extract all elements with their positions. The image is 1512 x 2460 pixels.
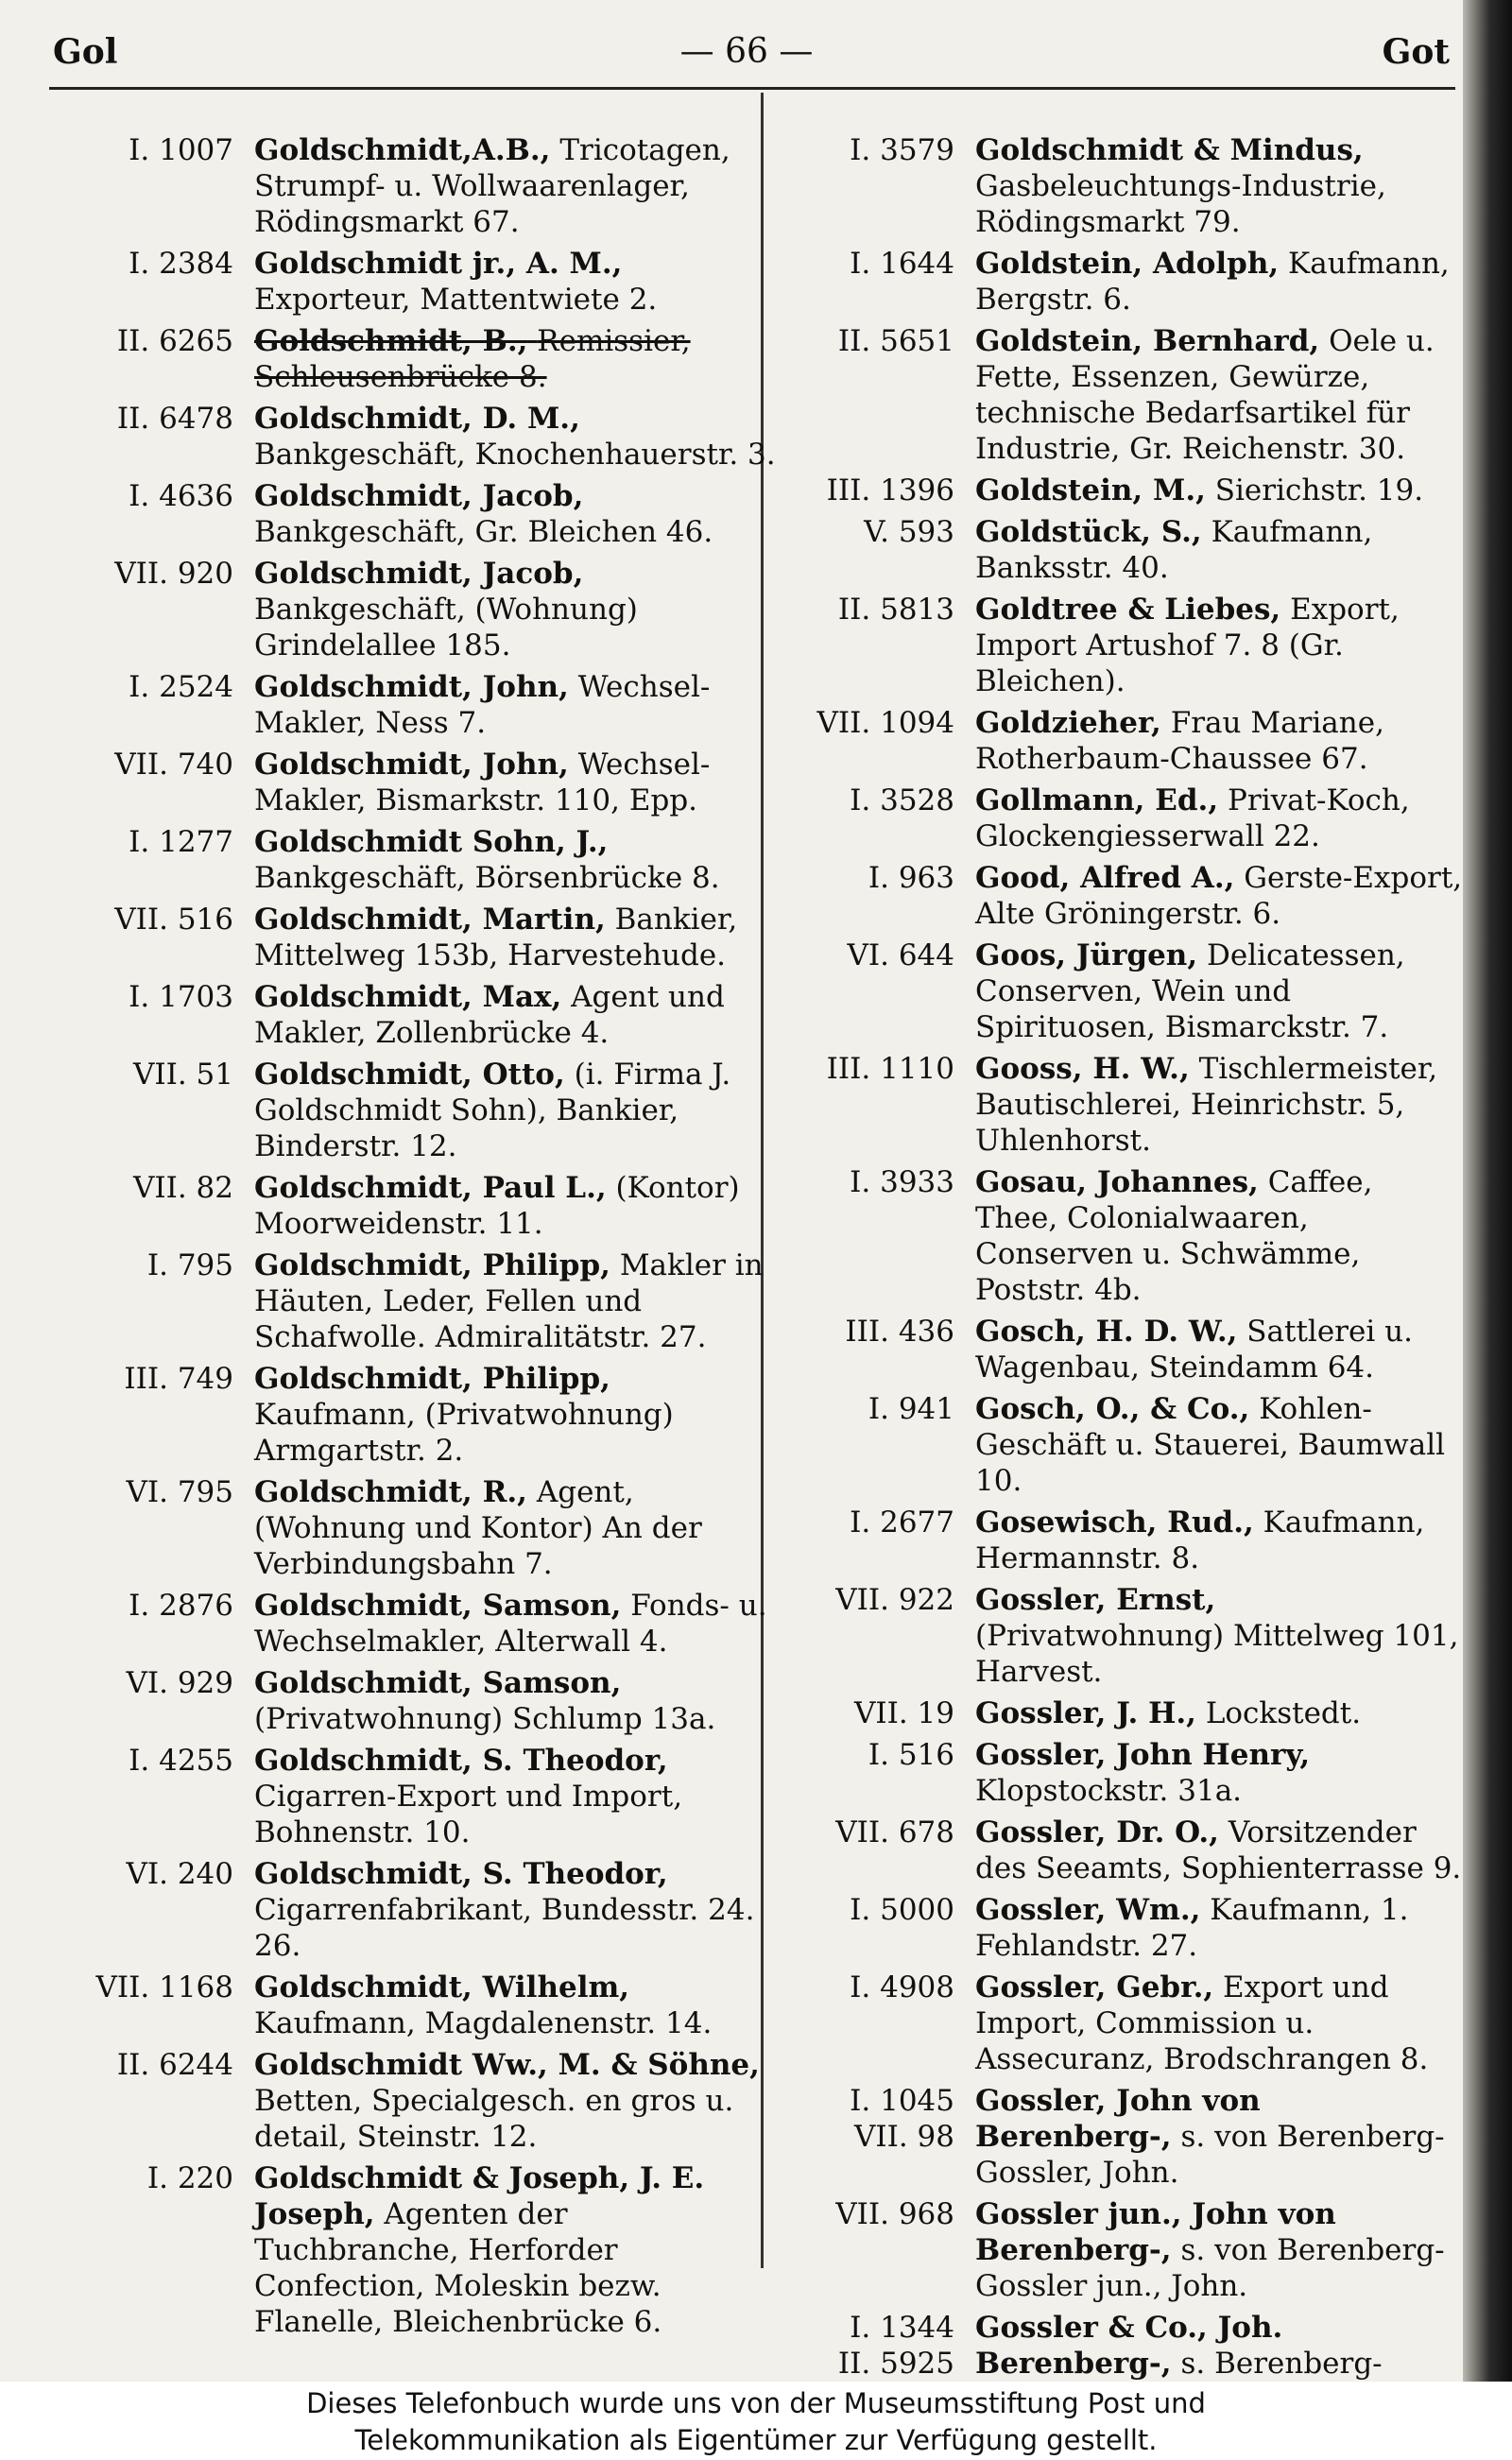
directory-entry [60, 478, 779, 550]
entry-text [254, 1665, 779, 1737]
entry-text [975, 1582, 1463, 1690]
directory-entry [786, 473, 1463, 508]
subscriber-name: Goldschmidt, R., [254, 1475, 527, 1509]
subscriber-details: Wechsel-Makler, Bismarkstr. 110, Epp. [254, 748, 711, 817]
phone-number: I. 1644 [850, 247, 954, 281]
phone-number: I. 795 [146, 1248, 233, 1282]
subscriber-details: Agent, (Wohnung und Kontor) An der Verbindungsbahn 7. [254, 1475, 702, 1581]
directory-entry [60, 2047, 779, 2155]
subscriber-details: Remissier, Schleusenbrücke 8. [254, 324, 691, 394]
subscriber-details: Lockstedt. [1205, 1696, 1362, 1730]
directory-entry [60, 747, 779, 818]
entry-text [254, 979, 779, 1051]
subscriber-details: Cigarrenfabrikant, Bundesstr. 24. 26. [254, 1893, 755, 1963]
phone-number: VII. 51 [132, 1058, 233, 1092]
entry-text [975, 1505, 1463, 1576]
directory-entry [786, 938, 1463, 1045]
subscriber-name: Gosau, Johannes, [975, 1165, 1259, 1199]
entry-text [254, 1743, 779, 1850]
subscriber-details: (Kontor) Moorweidenstr. 11. [254, 1171, 740, 1241]
phone-number: I. 220 [146, 2161, 233, 2195]
subscriber-details: s. von Berenberg-Gossler, John. [975, 2120, 1445, 2190]
phone-number: II. 6478 [116, 402, 233, 436]
subscriber-details: Sierichstr. 19. [1214, 473, 1424, 507]
entry-text [254, 747, 779, 818]
phone-number: I. 963 [868, 861, 954, 895]
header-right-keyword: Got [1382, 32, 1450, 72]
phone-number: I. 941 [868, 1392, 954, 1426]
phone-number: VII. 1094 [816, 706, 954, 740]
entry-text [254, 2047, 779, 2155]
directory-entry [60, 902, 779, 973]
entry-text [975, 938, 1463, 1045]
entry-text [254, 1170, 779, 1242]
subscriber-name: Gossler, Dr. O., [975, 1815, 1219, 1849]
entry-text [975, 1737, 1463, 1809]
entry-text [975, 2196, 1463, 2304]
entry-text [254, 246, 779, 318]
subscriber-name: Goldschmidt, Philipp, [254, 1248, 610, 1282]
phone-number: VII. 968 [835, 2197, 954, 2231]
header-left-keyword: Gol [53, 32, 118, 72]
subscriber-name: Goldschmidt, S. Theodor, [254, 1857, 668, 1891]
phone-number: I. 1277 [129, 825, 233, 859]
phone-number: VI. 644 [847, 938, 954, 972]
phone-number: VI. 240 [126, 1857, 233, 1891]
subscriber-details: Makler in Häuten, Leder, Fellen und Schafwolle. Admiralitätstr. 27. [254, 1248, 764, 1354]
entry-text [254, 1588, 779, 1660]
directory-entry [786, 1505, 1463, 1576]
subscriber-name: Goldschmidt, Jacob, [254, 479, 584, 513]
phone-number: I. 4908 [850, 1970, 954, 2004]
subscriber-details: Kaufmann, Magdalenenstr. 14. [254, 2006, 713, 2040]
phone-number: II. 6244 [116, 2048, 233, 2082]
subscriber-details: Caffee, Thee, Colonialwaaren, Conserven u. Schwämme, Poststr. 4b. [975, 1165, 1373, 1307]
directory-entry [60, 2160, 779, 2340]
subscriber-details: Klopstockstr. 31a. [975, 1774, 1243, 1808]
subscriber-name: Goldschmidt, John, [254, 670, 569, 704]
entry-text [254, 132, 779, 240]
phone-number: VI. 795 [126, 1475, 233, 1509]
subscriber-name: Gossler, John von Berenberg-, [975, 2084, 1261, 2154]
entry-text [975, 592, 1463, 699]
subscriber-name: Goldstein, Adolph, [975, 247, 1280, 281]
subscriber-name: Goldschmidt, Martin, [254, 903, 606, 937]
entry-text [975, 2310, 1463, 2382]
directory-entry [786, 2196, 1463, 2304]
phone-number: I. 3528 [850, 783, 954, 817]
subscriber-name: Goldschmidt Ww., M. & Söhne, [254, 2048, 760, 2082]
footer-line-1: Dieses Telefonbuch wurde uns von der Museumsstiftung Post und [306, 2387, 1206, 2419]
directory-entry [786, 1970, 1463, 2077]
phone-number: I. 2524 [129, 670, 233, 704]
directory-entry [786, 2310, 1463, 2382]
phone-number: VII. 678 [835, 1815, 954, 1849]
subscriber-name: Goldschmidt, D. M., [254, 402, 580, 436]
entry-text [975, 1970, 1463, 2077]
directory-entry [60, 1743, 779, 1850]
entry-text [975, 1892, 1463, 1964]
phone-number: I. 5000 [850, 1893, 954, 1927]
header-rule [49, 87, 1455, 90]
directory-entry [786, 2083, 1463, 2191]
footer-notice [0, 2382, 1512, 2460]
phone-number: VII. 1168 [95, 1970, 233, 2004]
directory-entry [786, 860, 1463, 932]
subscriber-name: Gossler, John Henry, [975, 1738, 1311, 1772]
subscriber-details: Oele u. Fette, Essenzen, Gewürze, technische Bedarfsartikel für Industrie, Gr. Reichenstr. 30. [975, 324, 1435, 466]
directory-entry [60, 669, 779, 741]
subscriber-details: Fonds- u. Wechselmakler, Alterwall 4. [254, 1589, 767, 1659]
footer-line-2: Telekommunikation als Eigentümer zur Verfügung gestellt. [354, 2424, 1158, 2456]
directory-entry [786, 1695, 1463, 1731]
subscriber-details: s. von Berenberg-Gossler jun., John. [975, 2233, 1445, 2303]
subscriber-details: Tricotagen, Strumpf- u. Wollwaarenlager, Rödingsmarkt 67. [254, 133, 730, 239]
entry-text [975, 783, 1463, 854]
subscriber-name: Gossler, Gebr., [975, 1970, 1214, 2004]
phone-number: I. 3579 [850, 133, 954, 167]
entry-text [975, 860, 1463, 932]
subscriber-details: Frau Mariane, Rotherbaum-Chaussee 67. [975, 706, 1384, 776]
entry-text [254, 1361, 779, 1469]
subscriber-name: Gooss, H. W., [975, 1052, 1190, 1086]
subscriber-name: Goldschmidt & Joseph, J. E. Joseph, [254, 2161, 705, 2231]
directory-entry [60, 556, 779, 663]
entry-text [254, 478, 779, 550]
directory-entry [60, 401, 779, 473]
phone-number: VII. 740 [114, 748, 233, 782]
entry-text [254, 2160, 779, 2340]
phone-number: I. 1344 II. 5925 [837, 2311, 954, 2381]
subscriber-name: Goldtree & Liebes, [975, 593, 1281, 627]
phone-number: I. 516 [868, 1738, 954, 1772]
subscriber-details: Bankgeschäft, Gr. Bleichen 46. [254, 515, 713, 549]
subscriber-name: Goldstein, M., [975, 473, 1206, 507]
subscriber-name: Gosch, O., & Co., [975, 1392, 1250, 1426]
directory-entry [786, 1815, 1463, 1886]
phone-number: III. 1396 [826, 473, 954, 507]
directory-entry [786, 783, 1463, 854]
subscriber-details: Bankgeschäft, Börsenbrücke 8. [254, 861, 720, 895]
entry-text [975, 1391, 1463, 1499]
subscriber-details: Privat-Koch, Glockengiesserwall 22. [975, 783, 1410, 853]
entry-text [254, 824, 779, 896]
phone-number: VII. 19 [853, 1696, 954, 1730]
entry-text [254, 1474, 779, 1582]
directory-entry [786, 1582, 1463, 1690]
subscriber-name: Gossler & Co., Joh. Berenberg-, [975, 2311, 1283, 2381]
subscriber-details: Betten, Specialgesch. en gros u. detail, Steinstr. 12. [254, 2084, 734, 2154]
directory-entry [786, 246, 1463, 318]
subscriber-details: Kaufmann, Hermannstr. 8. [975, 1505, 1425, 1575]
directory-entry [60, 1588, 779, 1660]
subscriber-name: Goldschmidt, John, [254, 748, 569, 782]
phone-number: I. 1045 VII. 98 [850, 2084, 954, 2154]
directory-entry [60, 1970, 779, 2041]
directory-entry [60, 1856, 779, 1964]
subscriber-details: Tischlermeister, Bautischlerei, Heinrichstr. 5, Uhlenhorst. [975, 1052, 1438, 1158]
phone-number: III. 749 [124, 1362, 233, 1396]
phone-number: VII. 82 [132, 1171, 233, 1205]
subscriber-name: Goldschmidt, Jacob, [254, 557, 584, 591]
directory-entry [60, 1247, 779, 1355]
directory-entry [786, 1391, 1463, 1499]
subscriber-details: Kaufmann, Bergstr. 6. [975, 247, 1450, 317]
directory-entry [786, 323, 1463, 467]
directory-entry [60, 824, 779, 896]
phone-number: II. 5651 [837, 324, 954, 358]
subscriber-name: Goldzieher, [975, 706, 1161, 740]
directory-entry [786, 514, 1463, 586]
subscriber-name: Goldschmidt, Wilhelm, [254, 1970, 630, 2004]
phone-number: I. 2677 [850, 1505, 954, 1540]
entry-text [975, 1314, 1463, 1385]
phone-number: I. 2876 [129, 1589, 233, 1623]
subscriber-name: Goldschmidt, Philipp, [254, 1362, 610, 1396]
subscriber-name: Goldstück, S., [975, 515, 1202, 549]
phone-number: I. 2384 [129, 247, 233, 281]
subscriber-name: Gossler, Ernst, [975, 1583, 1216, 1617]
directory-entry [60, 1057, 779, 1164]
entry-text [975, 514, 1463, 586]
entry-text [975, 1164, 1463, 1308]
subscriber-details: Kaufmann, Banksstr. 40. [975, 515, 1373, 585]
directory-entry [60, 246, 779, 318]
subscriber-name: Gossler, Wm., [975, 1893, 1201, 1927]
subscriber-name: Goldschmidt, S. Theodor, [254, 1744, 668, 1778]
directory-entry [60, 132, 779, 240]
directory-entry [786, 1164, 1463, 1308]
entry-text [975, 2083, 1463, 2191]
entry-text [975, 246, 1463, 318]
page-edge-shadow [1463, 0, 1512, 2382]
subscriber-name: Goldschmidt, Max, [254, 980, 562, 1014]
subscriber-details: Exporteur, Mattentwiete 2. [254, 283, 658, 317]
directory-entry [786, 1051, 1463, 1159]
subscriber-name: Goldschmidt, Paul L., [254, 1171, 607, 1205]
entry-text [975, 473, 1463, 508]
subscriber-name: Gosch, H. D. W., [975, 1315, 1238, 1349]
entry-text [254, 1856, 779, 1964]
entry-text [975, 1051, 1463, 1159]
subscriber-name: Goldschmidt, Otto, [254, 1058, 565, 1092]
directory-entry [60, 1474, 779, 1582]
subscriber-details: (i. Firma J. Goldschmidt Sohn), Bankier, Binderstr. 12. [254, 1058, 731, 1163]
entry-text [254, 323, 779, 395]
left-column [60, 132, 779, 2346]
subscriber-name: Gossler jun., John von Berenberg-, [975, 2197, 1336, 2267]
subscriber-details: Kaufmann, (Privatwohnung) Armgartstr. 2. [254, 1398, 674, 1468]
subscriber-details: Gasbeleuchtungs-Industrie, Rödingsmarkt 79. [975, 169, 1386, 239]
entry-text [254, 401, 779, 473]
entry-text [975, 132, 1463, 240]
subscriber-name: Goldstein, Bernhard, [975, 324, 1320, 358]
subscriber-details: Export, Import Artushof 7. 8 (Gr. Bleichen). [975, 593, 1400, 698]
subscriber-details: Bankgeschäft, (Wohnung) Grindelallee 185. [254, 593, 638, 662]
subscriber-name: Gosewisch, Rud., [975, 1505, 1254, 1540]
subscriber-details: s. Berenberg- [1180, 2347, 1383, 2381]
directory-entry [60, 1665, 779, 1737]
directory-entry [786, 592, 1463, 699]
directory-entry [60, 1361, 779, 1469]
phone-number: I. 1007 [129, 133, 233, 167]
phone-number: II. 5813 [837, 593, 954, 627]
entry-text [975, 1815, 1463, 1886]
subscriber-details: Agenten der Tuchbranche, Herforder Confection, Moleskin bezw. Flanelle, Bleichenbrücke 6. [254, 2197, 662, 2339]
entry-text [254, 902, 779, 973]
right-column [786, 132, 1463, 2382]
entry-text [254, 1057, 779, 1164]
directory-entry [786, 1892, 1463, 1964]
entry-text [975, 1695, 1463, 1731]
phone-number: VII. 922 [835, 1583, 954, 1617]
directory-entry [786, 705, 1463, 777]
directory-entry [60, 1170, 779, 1242]
subscriber-name: Goldschmidt Sohn, J., [254, 825, 609, 859]
phone-number: II. 6265 [116, 324, 233, 358]
phone-number: III. 436 [845, 1315, 954, 1349]
subscriber-details: Sattlerei u. Wagenbau, Steindamm 64. [975, 1315, 1413, 1385]
phone-number: VII. 920 [114, 557, 233, 591]
subscriber-details: Gerste-Export, Alte Gröningerstr. 6. [975, 861, 1463, 931]
subscriber-details: Bankier, Mittelweg 153b, Harvestehude. [254, 903, 738, 972]
subscriber-name: Goldschmidt, Samson, [254, 1589, 622, 1623]
entry-text [254, 556, 779, 663]
subscriber-details: Wechsel-Makler, Ness 7. [254, 670, 711, 740]
phone-number: V. 593 [864, 515, 954, 549]
phone-number: I. 4636 [129, 479, 233, 513]
directory-entry [786, 1314, 1463, 1385]
subscriber-details: Cigarren-Export und Import, Bohnenstr. 10. [254, 1780, 683, 1849]
subscriber-details: Kaufmann, 1. Fehlandstr. 27. [975, 1893, 1409, 1963]
subscriber-name: Goldschmidt, B., [254, 324, 528, 358]
page-number: — 66 — [679, 32, 814, 71]
phone-number: VI. 929 [126, 1666, 233, 1700]
subscriber-name: Gossler, J. H., [975, 1696, 1196, 1730]
subscriber-name: Goldschmidt jr., A. M., [254, 247, 623, 281]
subscriber-details: Export und Import, Commission u. Assecuranz, Brodschrangen 8. [975, 1970, 1429, 2076]
entry-text [254, 1970, 779, 2041]
subscriber-details: (Privatwohnung) Schlump 13a. [254, 1702, 716, 1736]
entry-text [975, 323, 1463, 467]
subscriber-name: Good, Alfred A., [975, 861, 1235, 895]
subscriber-name: Goldschmidt,A.B., [254, 133, 551, 167]
phone-number: I. 1703 [129, 980, 233, 1014]
subscriber-details: Delicatessen, Conserven, Wein und Spirituosen, Bismarckstr. 7. [975, 938, 1405, 1044]
subscriber-details: Bankgeschäft, Knochenhauerstr. 3. [254, 438, 776, 472]
directory-entry [786, 132, 1463, 240]
phone-number: I. 3933 [850, 1165, 954, 1199]
entry-text [975, 705, 1463, 777]
subscriber-name: Goldschmidt, Samson, [254, 1666, 622, 1700]
directory-entry [786, 1737, 1463, 1809]
subscriber-name: Gollmann, Ed., [975, 783, 1219, 817]
subscriber-details: Vorsitzender des Seeamts, Sophienterrasse 9. [975, 1815, 1462, 1885]
entry-text [254, 669, 779, 741]
phone-number: III. 1110 [826, 1052, 954, 1086]
phone-number: I. 4255 [129, 1744, 233, 1778]
subscriber-details: Agent und Makler, Zollenbrücke 4. [254, 980, 725, 1050]
directory-entry [60, 323, 779, 395]
subscriber-name: Goldschmidt & Mindus, [975, 133, 1364, 167]
subscriber-details: (Privatwohnung) Mittelweg 101, Harvest. [975, 1619, 1459, 1689]
subscriber-name: Goos, Jürgen, [975, 938, 1198, 972]
subscriber-details: Kohlen-Geschäft u. Stauerei, Baumwall 10. [975, 1392, 1446, 1498]
directory-entry [60, 979, 779, 1051]
entry-text [254, 1247, 779, 1355]
phone-number: VII. 516 [114, 903, 233, 937]
